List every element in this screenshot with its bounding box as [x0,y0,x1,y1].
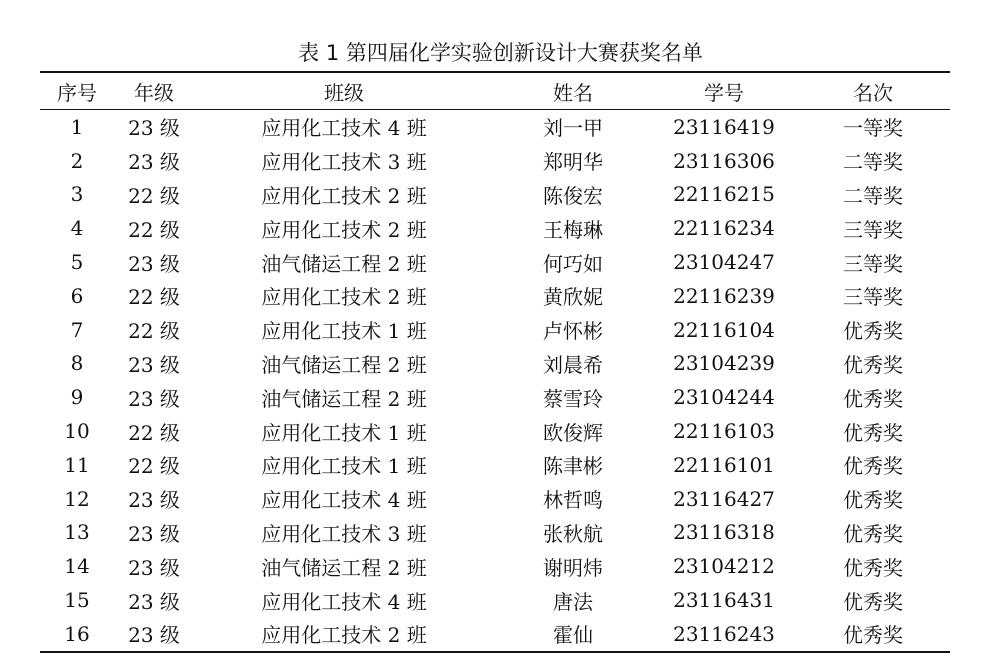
cell-student-id: 23104247 [673,250,775,275]
cell-award: 优秀奖 [843,555,903,580]
cell-award: 三等奖 [843,285,903,310]
cell-grade: 23 级 [128,521,180,546]
cell-class: 油气储运工程 2 班 [261,386,427,411]
cell-class: 油气储运工程 2 班 [261,555,427,580]
header-seq: 序号 [40,72,114,110]
cell-name: 刘一甲 [543,116,603,141]
cell-seq: 7 [70,317,84,342]
cell-student-id: 22116103 [673,419,775,444]
cell-class: 应用化工技术 3 班 [261,521,427,546]
table-row [40,448,950,482]
cell-seq: 9 [70,385,84,410]
table-row [40,211,950,245]
cell-name: 林哲鸣 [543,488,603,513]
cell-award: 三等奖 [843,217,903,242]
table-row [40,110,950,144]
award-table-container [40,71,950,653]
table-header [40,72,950,110]
cell-grade: 23 级 [128,251,180,276]
cell-award: 一等奖 [843,116,903,141]
cell-seq: 11 [64,452,90,477]
cell-seq: 10 [64,419,90,444]
table-row [40,617,950,652]
cell-grade: 23 级 [128,150,180,175]
cell-name: 陈聿彬 [543,454,603,479]
cell-grade: 22 级 [128,454,180,479]
cell-award: 优秀奖 [843,488,903,513]
table-row [40,279,950,313]
cell-student-id: 23116306 [673,148,775,173]
cell-seq: 3 [70,182,84,207]
cell-class: 应用化工技术 3 班 [261,150,427,175]
cell-name: 陈俊宏 [543,183,603,208]
cell-name: 王梅琳 [543,217,603,242]
cell-grade: 23 级 [114,617,194,652]
cell-award: 优秀奖 [796,617,950,652]
cell-seq: 4 [70,216,84,241]
table-row [40,549,950,583]
cell-class: 应用化工技术 2 班 [194,617,494,652]
cell-grade: 22 级 [128,420,180,445]
cell-student-id: 22116234 [673,216,775,241]
table-row [40,178,950,212]
cell-award: 优秀奖 [843,420,903,445]
cell-class: 油气储运工程 2 班 [261,352,427,377]
cell-student-id: 23116243 [652,617,796,652]
header-award: 名次 [796,72,950,110]
cell-class: 应用化工技术 4 班 [261,116,427,141]
cell-student-id: 22116215 [673,182,775,207]
table-row [40,516,950,550]
award-table [40,71,950,653]
cell-student-id: 22116101 [673,452,775,477]
cell-award: 优秀奖 [843,521,903,546]
cell-name: 何巧如 [543,251,603,276]
cell-class: 应用化工技术 1 班 [261,319,427,344]
header-name: 姓名 [494,72,652,110]
cell-student-id: 23116419 [673,114,775,139]
cell-name: 刘晨希 [543,352,603,377]
cell-seq: 15 [64,588,90,613]
cell-grade: 23 级 [128,555,180,580]
cell-student-id: 22116239 [673,283,775,308]
cell-seq: 5 [70,250,84,275]
table-row [40,414,950,448]
cell-class: 应用化工技术 4 班 [261,589,427,614]
cell-seq: 13 [64,520,90,545]
table-row [40,144,950,178]
cell-name: 张秋航 [543,521,603,546]
table-row [40,380,950,414]
cell-class: 应用化工技术 2 班 [261,217,427,242]
cell-student-id: 23104239 [673,351,775,376]
table-row [40,347,950,381]
cell-name: 黄欣妮 [543,285,603,310]
cell-seq: 6 [70,283,84,308]
cell-award: 优秀奖 [843,454,903,479]
cell-grade: 22 级 [128,183,180,208]
cell-class: 油气储运工程 2 班 [261,251,427,276]
cell-name: 欧俊辉 [543,420,603,445]
cell-seq: 12 [64,486,90,511]
cell-student-id: 23116431 [673,588,775,613]
table-caption: 表 1 第四届化学实验创新设计大赛获奖名单 [298,41,703,65]
cell-name: 霍仙 [494,617,652,652]
header-class: 班级 [194,72,494,110]
table-row [40,245,950,279]
cell-name: 谢明炜 [543,555,603,580]
header-id: 学号 [652,72,796,110]
table-body [40,110,950,652]
cell-award: 优秀奖 [843,386,903,411]
table-row [40,313,950,347]
cell-grade: 22 级 [128,285,180,310]
cell-student-id: 23104212 [673,554,775,579]
cell-grade: 22 级 [128,319,180,344]
cell-student-id: 22116104 [673,317,775,342]
cell-award: 优秀奖 [843,319,903,344]
cell-class: 应用化工技术 1 班 [261,454,427,479]
cell-grade: 23 级 [128,386,180,411]
cell-award: 优秀奖 [843,352,903,377]
cell-grade: 23 级 [128,116,180,141]
header-row [40,72,950,110]
cell-class: 应用化工技术 2 班 [261,285,427,310]
cell-seq: 14 [64,554,90,579]
table-row [40,583,950,617]
cell-student-id: 23104244 [673,385,775,410]
cell-seq: 2 [70,148,84,173]
cell-class: 应用化工技术 4 班 [261,488,427,513]
cell-name: 郑明华 [543,150,603,175]
cell-seq: 8 [70,351,84,376]
cell-class: 应用化工技术 2 班 [261,183,427,208]
cell-grade: 22 级 [128,217,180,242]
cell-name: 唐法 [553,589,593,614]
cell-class: 应用化工技术 1 班 [261,420,427,445]
cell-name: 蔡雪玲 [543,386,603,411]
cell-student-id: 23116427 [673,486,775,511]
cell-award: 三等奖 [843,251,903,276]
cell-seq: 1 [70,114,84,139]
cell-grade: 23 级 [128,589,180,614]
cell-grade: 23 级 [128,488,180,513]
header-grade: 年级 [114,72,194,110]
cell-award: 优秀奖 [843,589,903,614]
cell-award: 二等奖 [843,183,903,208]
cell-grade: 23 级 [128,352,180,377]
table-row [40,482,950,516]
cell-seq: 16 [40,617,114,652]
cell-award: 二等奖 [843,150,903,175]
cell-student-id: 23116318 [673,520,775,545]
cell-name: 卢怀彬 [543,319,603,344]
